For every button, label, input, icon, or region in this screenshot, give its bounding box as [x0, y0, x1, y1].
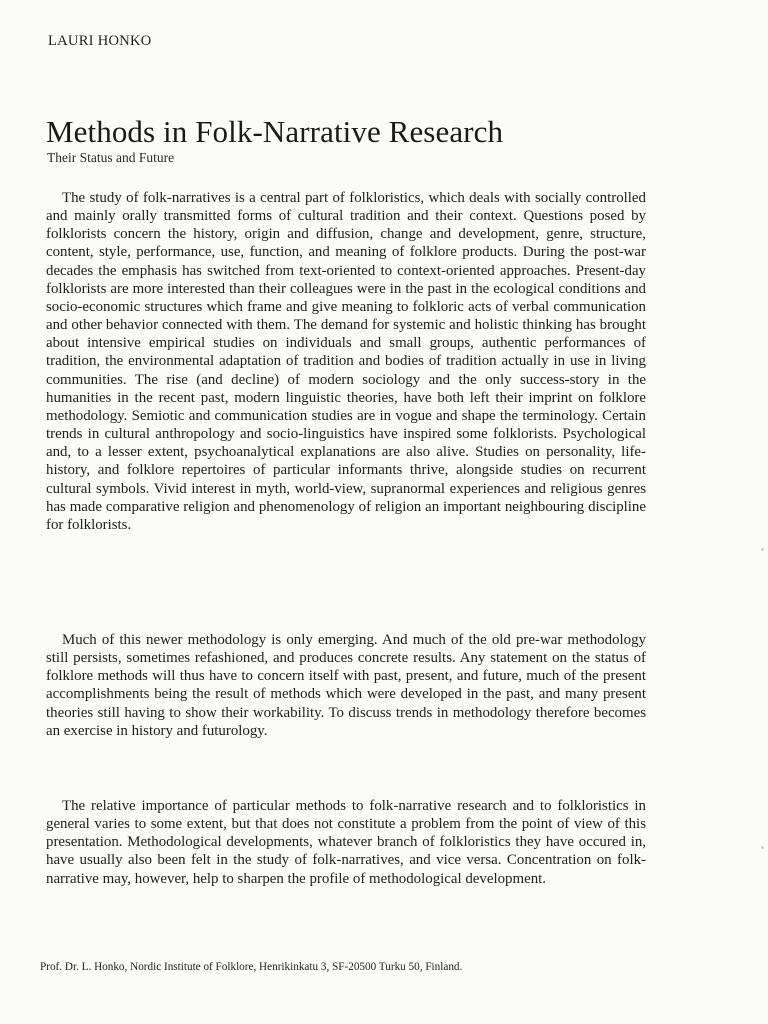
author-name: LAURI HONKO: [48, 33, 152, 49]
body-paragraph-3: [46, 797, 646, 888]
paragraph-text: Much of this newer methodology is only emerging. And much of the old pre-war methodology still persists, sometimes refashioned, and produces concrete results. Any statement on the status of folklore methods will thus have to concern itself with past, present, and future, much of the present accomplishments being the result of methods which were developed in the past, and many present theories still having to show their workability. To discuss trends in methodology therefore becomes an exercise in history and futurology.: [46, 632, 646, 739]
scan-speck: [761, 846, 764, 849]
scan-speck: [761, 548, 764, 551]
paragraph-text: The relative importance of particular methods to folk-narrative research and to folkloristics in general varies to some extent, but that does not constitute a problem from the point of view of this presentation. Methodological developments, whatever branch of folkloristics they have occured in, have usually also been felt in the study of folk-narratives, and vice versa. Concentration on folk-narrative may, however, help to sharpen the profile of methodological development.: [46, 798, 646, 887]
body-paragraph-2: [46, 631, 646, 740]
article-subtitle: Their Status and Future: [47, 150, 175, 165]
paragraph-text: The study of folk-narratives is a central part of folkloristics, which deals with socially controlled and mainly orally transmitted forms of cultural tradition and their context. Questions posed by folklorists concern the history, origin and diffusion, change and development, genre, structure, content, style, performance, use, function, and meaning of folklore products. During the post-war decades the emphasis has switched from text-oriented to context-oriented approaches. Present-day folklorists are more interested than their colleagues were in the past in the ecological conditions and socio-economic structures which frame and give meaning to folkloric acts of verbal communication and other behavior connected with them. The demand for systemic and holistic thinking has brought about intensive empirical studies on individuals and small groups, authentic performances of tradition, the environmental adaptation of tradition and bodies of tradition actually in use in living communities. The rise (and decline) of modern sociology and the only success-story in the humanities in the recent past, modern linguistic theories, have both left their imprint on folklore methodology. Semiotic and communication studies are in vogue and shape the terminology. Certain trends in cultural anthropology and socio-linguistics have inspired some folklorists. Psychological and, to a lesser extent, psychoanalytical explanations are also alive. Studies on personality, life-history, and folklore repertoires of particular informants thrive, alongside studies on recurrent cultural symbols. Vivid interest in myth, world-view, supranormal experiences and religious genres has made comparative religion and phenomenology of religion an important neighbouring discipline for folklorists.: [46, 190, 646, 533]
author-affiliation-footnote: Prof. Dr. L. Honko, Nordic Institute of Folklore, Henrikinkatu 3, SF-20500 Turku 50, Finland.: [40, 961, 463, 973]
body-paragraph-1: [46, 189, 646, 534]
article-title: Methods in Folk-Narrative Research: [46, 114, 504, 149]
